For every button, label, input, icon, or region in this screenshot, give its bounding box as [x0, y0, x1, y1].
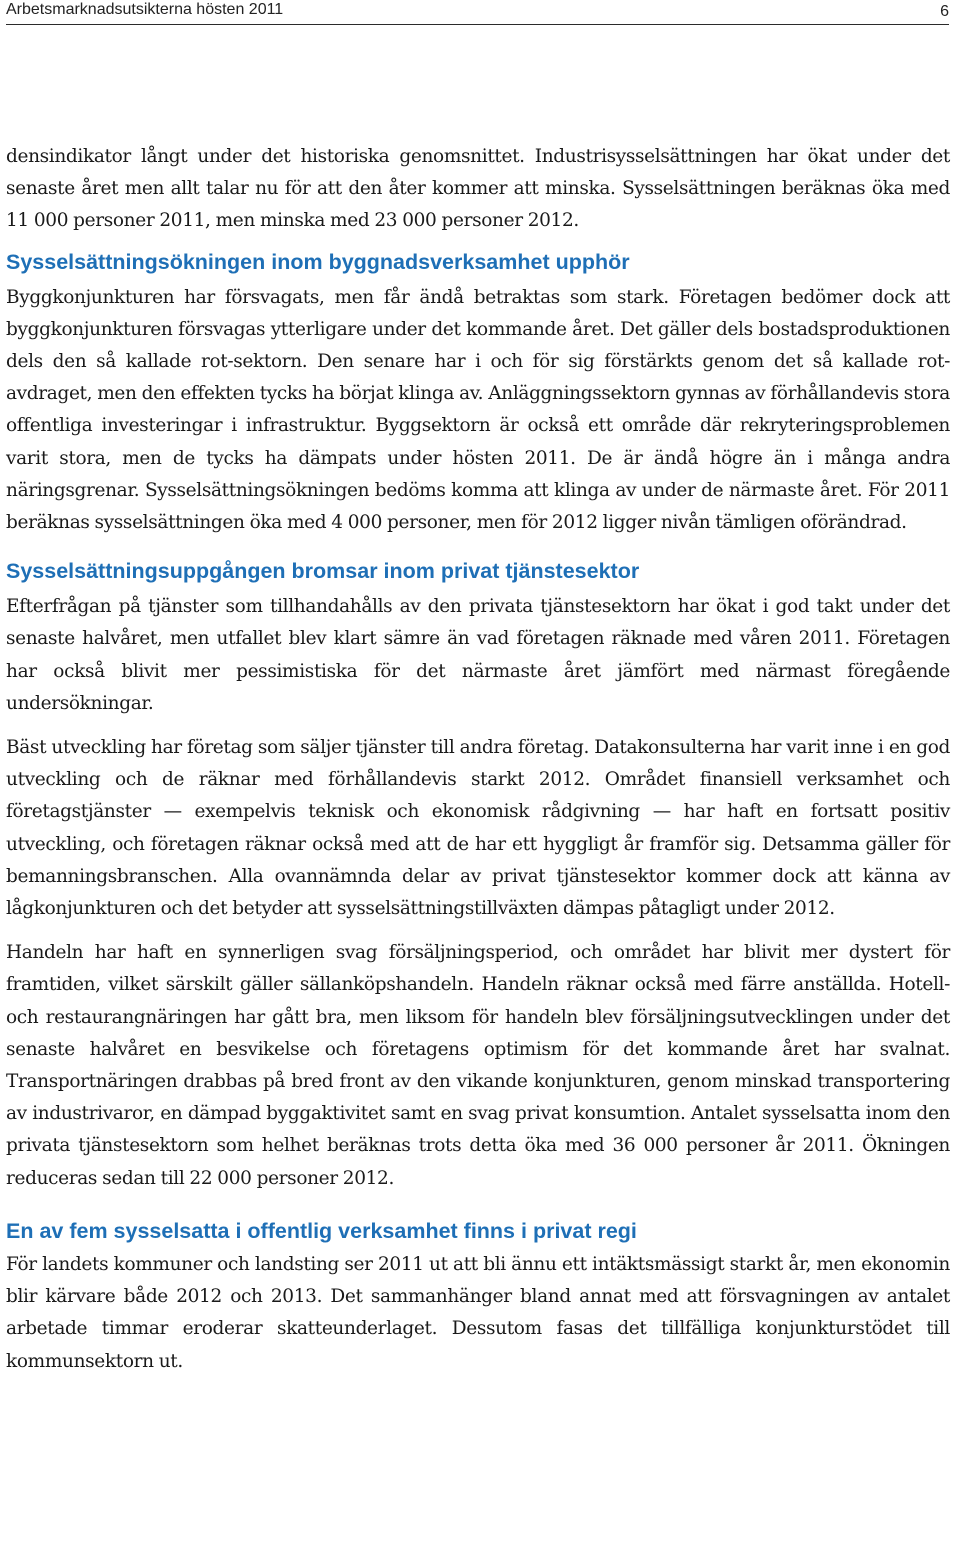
- private-services-paragraph-1: Efterfrågan på tjänster som tillhandahålls av den privata tjänstesektorn har ökat i god takt under det senaste halvåret, men utfallet blev klart sämre än vad företagen räknade med våren 2011. Företagen har också blivit mer pessimistiska för det närmaste året jämfört med närmast föregående undersökningar.: [6, 596, 950, 714]
- intro-paragraph: densindikator långt under det historiska genomsnittet. Industrisysselsättningen har ökat under det senaste året men allt talar nu för att den åter kommer att minska. Sysselsättningen beräknas öka med 11 000 personer 2011, men minska med 23 000 personer 2012.: [6, 146, 950, 232]
- heading-private-services: Sysselsättningsuppgången bromsar inom privat tjänstesektor: [6, 559, 640, 584]
- heading-public-sector: En av fem sysselsatta i offentlig verksamhet finns i privat regi: [6, 1218, 637, 1243]
- page-number: 6: [940, 3, 949, 20]
- private-services-paragraph-3: Handeln har haft en synnerligen svag försäljningsperiod, och området har blivit mer dystert för framtiden, vilket särskilt gäller sällanköpshandeln. Handeln räknar också med färre anställda. Hotell- och restaurangnäringen har gått bra, men liksom för handeln blev försäljningsutvecklingen under det senaste halvåret en besvikelse och företagens optimism för det kommande året har svalnat. Transportnäringen drabbas på bred front av den vikande konjunkturen, genom minskad transportering av industrivaror, en dämpad byggaktivitet samt en svag privat konsumtion. Antalet sysselsatta inom den privata tjänstesektorn som helhet beräknas trots detta öka med 36 000 personer år 2011. Ökningen reduceras sedan till 22 000 personer 2012.: [6, 942, 950, 1189]
- page-body: [6, 141, 950, 1378]
- heading-construction: Sysselsättningsökningen inom byggnadsverksamhet upphör: [6, 249, 630, 274]
- private-services-paragraph-2: Bäst utveckling har företag som säljer tjänster till andra företag. Datakonsulterna har varit inne i en god utveckling och de räknar med förhållandevis starkt 2012. Området finansiell verksamhet och företagstjänster — exempelvis teknisk och ekonomisk rådgivning — har haft en fortsatt positiv utveckling, och företagen räknar också med att de har ett hyggligt år framför sig. Detsamma gäller för bemanningsbranschen. Alla ovannämnda delar av privat tjänstesektor kommer dock att känna av lågkonjunkturen och det betyder att sysselsättningstillväxten dämpas påtagligt under 2012.: [6, 737, 950, 920]
- document-title: Arbetsmarknadsutsikterna hösten 2011: [6, 1, 284, 18]
- construction-paragraph: Byggkonjunkturen har försvagats, men får ändå betraktas som stark. Företagen bedömer dock att byggkonjunkturen försvagas ytterligare under det kommande året. Det gäller dels bostadsproduktionen dels den så kallade rot-sektorn. Den senare har i och för sig förstärkts genom det så kallade rot-avdraget, men den effekten tycks ha börjat klinga av. Anläggningssektorn gynnas av förhållandevis stora offentliga investeringar i infrastruktur. Byggsektorn är också ett område där rekryteringsproblemen varit stora, men de tycks ha dämpats under hösten 2011. De är ändå högre än i många andra näringsgrenar. Sysselsättningsökningen bedöms komma att klinga av under de närmaste året. För 2011 beräknas sysselsättningen öka med 4 000 personer, men för 2012 ligger nivån tämligen oförändrad.: [6, 286, 950, 534]
- page-header: [6, 0, 949, 26]
- header-rule: [6, 24, 949, 25]
- public-sector-paragraph: För landets kommuner och landsting ser 2011 ut att bli ännu ett intäktsmässigt starkt år, men ekonomin blir kärvare både 2012 och 2013. Det sammanhänger bland annat med att försvagningen av antalet arbetade timmar eroderar skatteunderlaget. Dessutom fasas det tillfälliga konjunkturstödet till kommunsektorn ut.: [6, 1253, 950, 1372]
